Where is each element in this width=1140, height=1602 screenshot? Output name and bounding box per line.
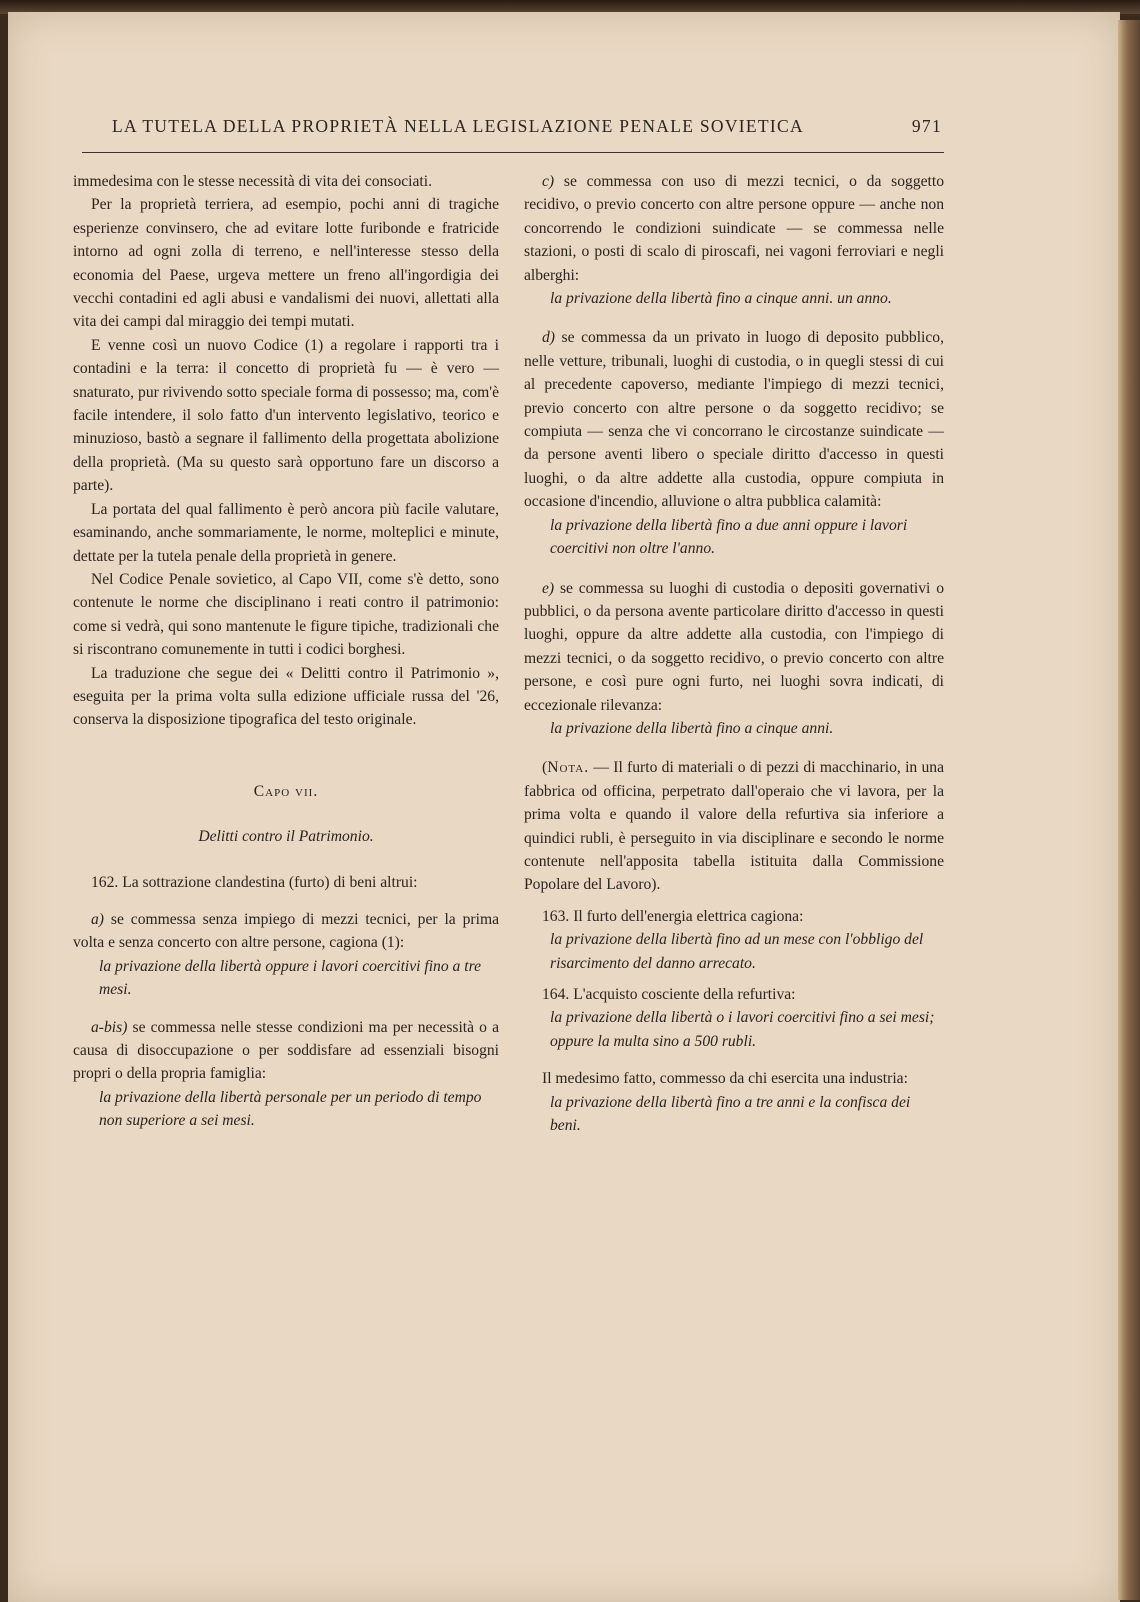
left-column — [73, 170, 499, 1133]
penalty: la privazione della libertà fino a due anni oppure i lavori coercitivi non oltre l'anno. — [550, 516, 908, 558]
clause-d — [524, 326, 944, 513]
penalty: la privazione della libertà fino a cinque anni. un anno. — [550, 290, 892, 308]
paragraph: Il medesimo fatto, commesso da chi esercita una industria: — [542, 1070, 908, 1088]
header-rule — [82, 152, 944, 153]
chapter-heading: Capo vii. — [253, 782, 319, 800]
running-header — [112, 116, 942, 137]
clause-letter: e) — [542, 579, 555, 597]
article-164: 164. L'acquisto cosciente della refurtiva: — [542, 986, 796, 1003]
clause-text: se commessa senza impiego di mezzi tecnici, per la prima volta e senza concerto con altre persone, cagiona (1): — [73, 910, 499, 952]
book-binding — [1118, 20, 1140, 1600]
clause-letter: a) — [91, 910, 104, 928]
penalty: la privazione della libertà fino a cinque anni. — [550, 719, 834, 737]
clause-a — [73, 908, 499, 955]
clause-letter: a-bis) — [91, 1018, 128, 1036]
article-163: 163. Il furto dell'energia elettrica cagiona: — [542, 907, 804, 925]
note — [524, 756, 944, 896]
clause-text: se commessa con uso di mezzi tecnici, o da soggetto recidivo, o previo concerto con altre persone oppure — anche non concorrendo le condizioni suindicate — se commessa nelle stazioni, o posti di scalo di piroscafi, nei vagoni ferroviari e negli alberghi: — [524, 173, 944, 284]
right-column — [524, 170, 944, 1137]
article-162: 162. La sottrazione clandestina (furto) di beni altrui: — [91, 873, 418, 891]
penalty: la privazione della libertà personale per un periodo di tempo non superiore a sei mesi. — [99, 1088, 482, 1130]
clause-e — [524, 577, 944, 717]
clause-letter: c) — [542, 173, 555, 190]
paragraph: immedesima con le stesse necessità di vita dei consociati. — [73, 173, 432, 190]
penalty: la privazione della libertà fino ad un mese con l'obbligo del risarcimento del danno arrecato. — [550, 931, 924, 972]
paragraph: E venne così un nuovo Codice (1) a regolare i rapporti tra i contadini e la terra: il concetto di proprietà fu — è vero — snaturato, pur rivivendo sotto speciale forma di possesso; ma, com'è facile intendere, il solo fatto d'un intervento legislativo, teorico e minuzioso, bastò a segnare il fallimento della progettata abolizione della proprietà. (Ma su questo sarà opportuno fare un discorso a parte). — [73, 336, 499, 495]
penalty: la privazione della libertà oppure i lavori coercitivi fino a tre mesi. — [99, 957, 481, 999]
page-number: 971 — [911, 116, 942, 136]
penalty: la privazione della libertà fino a tre anni e la confisca dei beni. — [550, 1093, 911, 1135]
note-text: — Il furto di materiali o di pezzi di macchinario, in una fabbrica od officina, perpetrato dall'operaio che vi lavora, per la prima volta e quando il valore della refurtiva sia inferiore a quindici rubli, è perseguito in via disciplinare e secondo le norme contenute nell'apposita tabella istituita dalla Commissione Popolare del Lavoro). — [524, 759, 944, 894]
note-open: ( — [542, 759, 548, 777]
paragraph: La portata del qual fallimento è però ancora più facile valutare, esaminando, anche sommariamente, le norme, molteplici e minute, dettate per la tutela penale della proprietà in genere. — [73, 500, 499, 565]
note-label: Nota. — [547, 759, 590, 777]
clause-text: se commessa su luoghi di custodia o depositi governativi o pubblici, o da persona avente particolare diritto d'accesso in questi luoghi, oppure da altre addette alla custodia, con l'impiego di mezzi tecnici, o da soggetto recidivo, o previo concerto con altre persone, e così pure ogni furto, nei luoghi sovra indicati, di eccezionale rilevanza: — [524, 579, 944, 714]
penalty: la privazione della libertà o i lavori coercitivi fino a sei mesi; oppure la multa sino a 500 rubli. — [550, 1009, 935, 1050]
clause-text: se commessa nelle stesse condizioni ma per necessità o a causa di disoccupazione o per soddisfare ad essenziali bisogni propri o della propria famiglia: — [73, 1018, 499, 1083]
clause-text: se commessa da un privato in luogo di deposito pubblico, nelle vetture, tribunali, luoghi di custodia, o in quegli stessi di cui al precedente capoverso, mediante l'impiego di mezzi tecnici, previo concerto con altre persone o da soggetto recidivo; se compiuta — senza che vi concorrano le circostanze suindicate — da persone aventi libero o speciale diritto d'accesso in questi luoghi, o da altre addette alla custodia, oppure compiuta in occasione d'incendio, alluvione o altra pubblica calamità: — [524, 329, 944, 511]
header-title: LA TUTELA DELLA PROPRIETÀ NELLA LEGISLAZIONE PENALE SOVIETICA — [112, 116, 804, 136]
paragraph: La traduzione che segue dei « Delitti contro il Patrimonio », eseguita per la prima volta sulla edizione ufficiale russa del '26, conserva la disposizione tipografica del testo originale. — [73, 664, 499, 729]
chapter-title: Delitti contro il Patrimonio. — [198, 828, 374, 846]
paragraph: Nel Codice Penale sovietico, al Capo VII, come s'è detto, sono contenute le norme che disciplinano i reati contro il patrimonio: come si vedrà, qui sono mantenute le figure tipiche, tradizionali che si riscontrano comunemente in tutti i codici borghesi. — [73, 570, 499, 659]
paragraph: Per la proprietà terriera, ad esempio, pochi anni di tragiche esperienze convinsero, che ad evitare lotte furibonde e fratricide intorno ad ogni zolla di terreno, e nell'interesse stesso della economia del Paese, urgeva mettere un freno all'ingordigia dei vecchi contadini ed agli abusi e vandalismi dei nuovi, allettati alla vita dei campi dal miraggio dei tempi mutati. — [73, 196, 499, 331]
clause-c — [524, 170, 944, 287]
clause-a-bis — [73, 1016, 499, 1086]
clause-letter: d) — [542, 329, 555, 347]
